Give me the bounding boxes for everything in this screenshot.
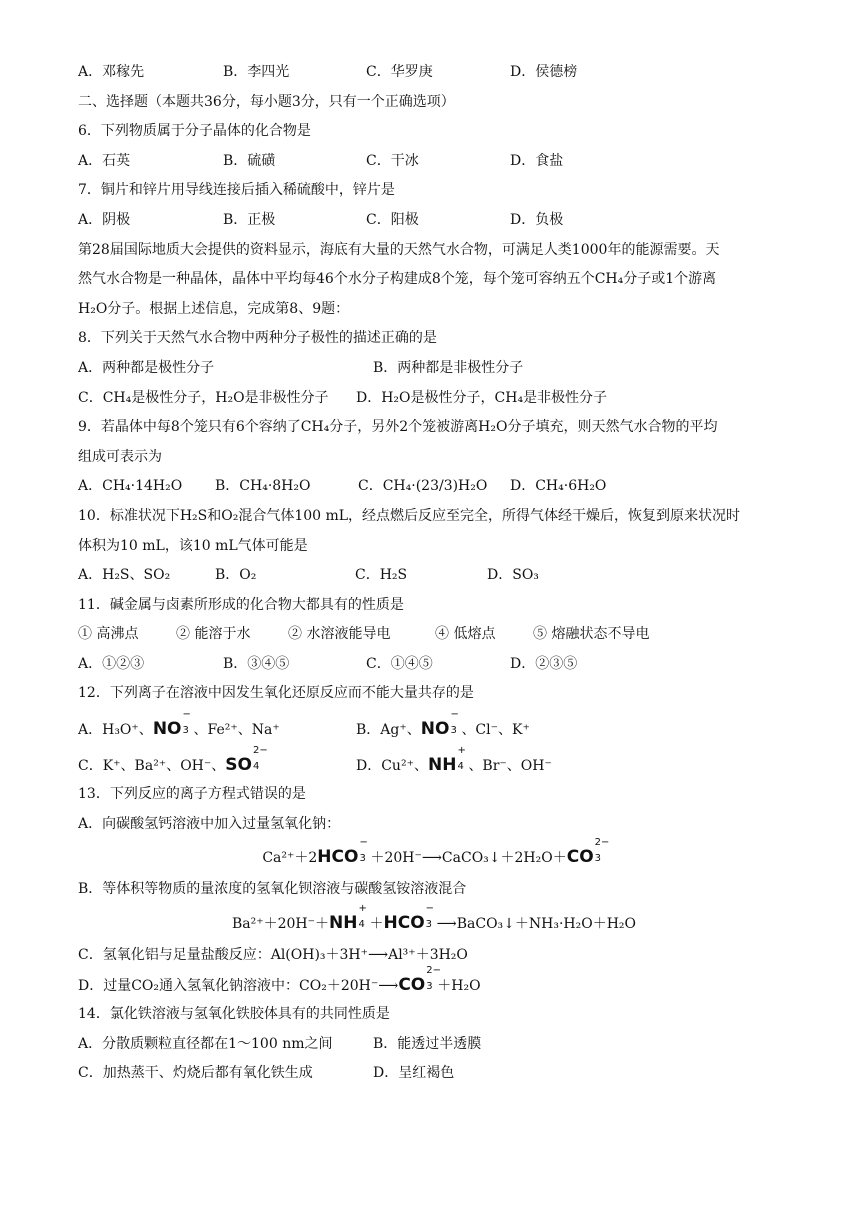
passage-line-2: 然气水合物是一种晶体，晶体中平均每46个水分子构建成8个笼，每个笼可容纳五个CH₄分子或1个游离 [78, 271, 717, 288]
q12-d-ion-charge: + [457, 744, 466, 756]
q9-stem-2: 组成可表示为 [78, 448, 162, 465]
q6-option-c: C．干冰 [366, 152, 419, 169]
q12-c-sulfate-ion [225, 744, 268, 781]
q13-eqb-bicarbonate-charge: − [425, 903, 435, 915]
q8-option-d: D．H₂O是极性分子，CH₄是非极性分子 [356, 389, 608, 406]
q5-options-row [78, 58, 790, 88]
q13-equation-a [78, 839, 790, 875]
q12-option-a [78, 709, 280, 746]
q11-options-row [78, 650, 790, 680]
q11-prop-1: ① 高沸点 [78, 626, 139, 643]
q13-d-suffix: ＋H₂O [437, 977, 481, 994]
q10-stem-1: 10．标准状况下H₂S和O₂混合气体100 mL，经点燃后反应至完全，所得气体经干燥后，恢复到原来状况时 [78, 507, 741, 524]
q13-eqa-part-1: Ca²⁺＋2 [262, 850, 318, 867]
q7-option-b: B．正极 [223, 211, 276, 228]
q14-option-d: D．呈红褐色 [373, 1065, 455, 1082]
q10-options-row [78, 561, 790, 591]
q12-stem: 12．下列离子在溶液中因发生氧化还原反应而不能大量共存的是 [78, 685, 474, 702]
q13-eqb-bicarbonate-sub: 3 [425, 919, 433, 931]
q12-d-ammonium-ion [427, 744, 468, 781]
q12-a-prefix: A．H₃O⁺、 [78, 722, 153, 739]
q13-eqa-carbonate-ion [566, 837, 610, 875]
q10-option-c: C．H₂S [355, 567, 408, 584]
q13-equation-b [78, 905, 790, 941]
q13-eqa-carbonate-symbol: CO [566, 847, 594, 868]
q12-a-suffix: 、Fe²⁺、Na⁺ [193, 722, 280, 739]
q11-prop-4: ④ 低熔点 [435, 626, 496, 643]
exam-page [78, 58, 790, 1089]
q5-option-d: D．侯德榜 [510, 64, 578, 80]
q12-b-ion-sub: 3 [450, 725, 457, 737]
q12-a-ion-symbol: NO [152, 719, 182, 740]
q5-option-c: C．华罗庚 [366, 64, 433, 80]
q12-b-suffix: 、Cl⁻、K⁺ [461, 722, 530, 739]
q13-eqb-plus: ＋ [369, 916, 384, 933]
q8-option-b: B．两种都是非极性分子 [373, 359, 524, 376]
q8-option-a: A．两种都是极性分子 [78, 359, 215, 376]
q13-eqb-ammonium-charge: + [358, 903, 367, 915]
q12-option-d [356, 744, 552, 782]
q12-c-prefix: C．K⁺、Ba²⁺、OH⁻、 [78, 757, 226, 774]
q12-option-b [356, 709, 530, 746]
q13-eqb-bicarbonate-symbol: HCO [383, 913, 425, 934]
q10-stem-2: 体积为10 mL，该10 mL气体可能是 [78, 537, 308, 554]
q11-option-c: C．①④⑤ [366, 655, 433, 672]
q8-option-c: C．CH₄是极性分子，H₂O是非极性分子 [78, 389, 329, 406]
q12-b-nitrate-ion [420, 709, 462, 745]
q14-stem: 14．氯化铁溶液与氢氧化铁胶体具有的共同性质是 [78, 1006, 390, 1023]
q6-option-b: B．硫磺 [223, 152, 276, 169]
q13-d-ion-sub: 3 [426, 980, 433, 992]
q11-prop-3: ② 水溶液能导电 [288, 626, 391, 643]
q12-d-ion-sub: 4 [457, 760, 464, 772]
q13-eqa-carbonate-sub: 3 [594, 853, 602, 865]
q14-option-a: A．分散质颗粒直径都在1～100 nm之间 [78, 1035, 333, 1052]
q14-option-c: C．加热蒸干、灼烧后都有氧化铁生成 [78, 1065, 313, 1082]
q13-option-d [78, 964, 790, 1001]
q13-eqb-part-1: Ba²⁺＋20H⁻＋ [231, 916, 330, 933]
q6-option-a: A．石英 [78, 152, 131, 169]
passage-line-3: H₂O分子。根据上述信息，完成第8、9题： [78, 300, 350, 317]
q7-option-c: C．阳极 [366, 211, 419, 228]
q14-options-row-2 [78, 1059, 790, 1089]
q11-prop-2: ② 能溶于水 [176, 626, 251, 643]
q11-stem: 11．碱金属与卤素所形成的化合物大都具有的性质是 [78, 596, 404, 613]
q9-option-c: C．CH₄·(23/3)H₂O [358, 478, 488, 495]
q13-eqa-ion-symbol: HCO [317, 847, 359, 868]
q13-eqb-ammonium-ion [329, 905, 369, 941]
q13-eqa-carbonate-charge: 2− [594, 837, 610, 849]
q8-stem: 8．下列关于天然气水合物中两种分子极性的描述正确的是 [78, 330, 437, 347]
q7-options-row [78, 206, 790, 236]
q13-eqa-ion-charge: − [359, 837, 368, 849]
q9-option-b: B．CH₄·8H₂O [215, 478, 311, 495]
q6-option-d: D．食盐 [510, 152, 564, 169]
q7-stem: 7．铜片和锌片用导线连接后插入稀硫酸中，锌片是 [78, 182, 395, 199]
q11-props-row [78, 620, 790, 650]
q11-option-b: B．③④⑤ [223, 655, 290, 672]
q12-c-ion-charge: 2− [252, 744, 268, 756]
q6-options-row [78, 147, 790, 177]
q13-eqa-bicarbonate-ion [317, 839, 370, 875]
q12-d-prefix: D．Cu²⁺、 [356, 757, 428, 774]
q9-option-a: A．CH₄·14H₂O [78, 478, 183, 495]
section2-header: 二、选择题（本题共36分，每小题3分，只有一个正确选项） [78, 93, 455, 110]
q12-a-ion-sub: 3 [182, 725, 189, 737]
q10-option-a: A．H₂S、SO₂ [78, 567, 171, 584]
q13-option-b: B．等体积等物质的量浓度的氢氧化钡溶液与碳酸氢铵溶液混合 [78, 881, 467, 898]
q9-option-d: D．CH₄·6H₂O [510, 478, 607, 495]
q7-option-d: D．负极 [510, 211, 564, 228]
q13-eqb-bicarbonate-ion [384, 905, 437, 941]
q13-eqa-ion-sub: 3 [359, 853, 366, 865]
q13-eqa-part-2: ＋20H⁻⟶CaCO₃↓＋2H₂O＋ [370, 850, 567, 867]
q13-d-carbonate-ion [398, 964, 441, 1001]
q13-d-ion-charge: 2− [426, 964, 441, 976]
q13-option-a: A．向碳酸氢钙溶液中加入过量氢氧化钠： [78, 815, 341, 832]
q13-eqb-ammonium-sub: 4 [358, 919, 365, 931]
q14-options-row-1 [78, 1030, 790, 1060]
passage-line-1: 第28届国际地质大会提供的资料显示，海底有大量的天然气水合物，可满足人类1000年的能源需要。天 [78, 241, 720, 258]
q8-options-row-1 [78, 354, 790, 384]
q11-option-a: A．①②③ [78, 655, 145, 672]
q12-b-ion-symbol: NO [420, 719, 450, 740]
q11-option-d: D．②③⑤ [510, 655, 578, 672]
q14-option-b: B．能透过半透膜 [373, 1035, 482, 1052]
q12-d-suffix: 、Br⁻、OH⁻ [468, 757, 552, 774]
q12-c-ion-sub: 4 [252, 760, 260, 772]
q5-option-b: B．李四光 [223, 64, 290, 80]
q8-options-row-2 [78, 384, 790, 414]
q12-options-row-1 [78, 709, 790, 745]
q13-option-c: C．氢氧化铝与足量盐酸反应：Al(OH)₃＋3H⁺⟶Al³⁺＋3H₂O [78, 947, 468, 964]
q9-options-row [78, 472, 790, 502]
q12-b-prefix: B．Ag⁺、 [356, 722, 421, 739]
q9-stem-1: 9．若晶体中每8个笼只有6个容纳了CH₄分子，另外2个笼被游离H₂O分子填充，则天然气水合物的平均 [78, 419, 718, 436]
q10-option-b: B．O₂ [215, 567, 257, 584]
q12-d-ion-symbol: NH [427, 754, 457, 775]
q12-a-nitrate-ion [152, 709, 194, 745]
q13-stem: 13．下列反应的离子方程式错误的是 [78, 786, 306, 803]
q7-option-a: A．阴极 [78, 211, 131, 228]
q12-options-row-2 [78, 744, 790, 781]
q6-stem: 6．下列物质属于分子晶体的化合物是 [78, 123, 311, 140]
q12-c-ion-symbol: SO [225, 754, 252, 775]
q5-option-a: A．邓稼先 [78, 64, 145, 80]
q12-b-ion-charge: − [450, 709, 459, 721]
q13-eqb-part-2: ⟶BaCO₃↓＋NH₃·H₂O＋H₂O [436, 916, 637, 933]
q11-prop-5: ⑤ 熔融状态不导电 [533, 626, 650, 643]
q10-option-d: D．SO₃ [487, 567, 539, 584]
q13-eqb-ammonium-symbol: NH [329, 913, 358, 934]
q13-d-ion-symbol: CO [398, 974, 426, 995]
q13-d-prefix: D．过量CO₂通入氢氧化钠溶液中：CO₂＋20H⁻⟶ [78, 977, 399, 994]
q12-a-ion-charge: − [182, 709, 191, 721]
q12-option-c [78, 744, 268, 782]
